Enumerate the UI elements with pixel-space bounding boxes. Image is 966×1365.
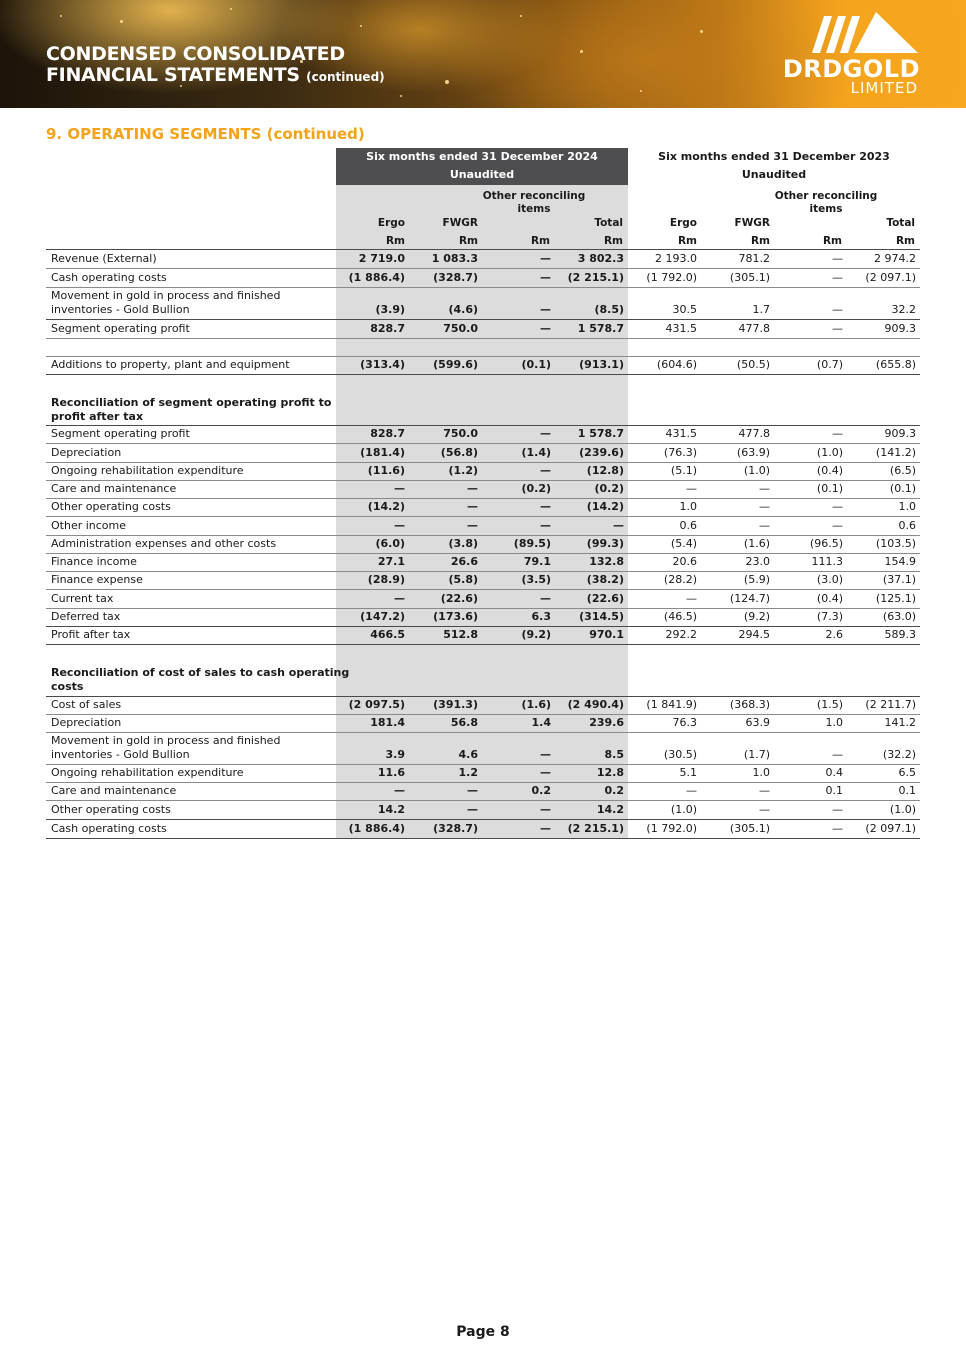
- row-label-line-2: inventories - Gold Bullion: [51, 303, 190, 316]
- col-header-fwgr-2024: FWGR: [442, 217, 478, 229]
- row-value: —: [467, 482, 478, 495]
- recon-profit-heading: [51, 396, 331, 424]
- table-row: [46, 535, 920, 553]
- row-value: —: [832, 271, 843, 284]
- row-value: 14.2: [377, 803, 405, 816]
- row-divider: [46, 338, 920, 339]
- row-value: 0.6: [898, 518, 916, 532]
- row-value: 11.6: [377, 766, 405, 779]
- row-value: 909.3: [884, 322, 916, 335]
- row-value: (0.4): [816, 591, 843, 605]
- recon-cost-heading-line-1: Reconciliation of cost of sales to cash operating: [51, 666, 350, 679]
- row-value: (56.8): [440, 445, 478, 459]
- recon-cost-heading-line-2: costs: [51, 680, 84, 693]
- row-value: —: [467, 500, 478, 514]
- row-value: 477.8: [738, 427, 770, 441]
- row-value: (38.2): [586, 573, 624, 587]
- row-value: —: [540, 271, 551, 284]
- col-header-total-2023: Total: [886, 217, 915, 229]
- row-value: —: [540, 766, 551, 779]
- row-value: 23.0: [745, 555, 770, 568]
- row-value: —: [759, 482, 770, 495]
- row-value: 294.5: [738, 628, 770, 641]
- drdgold-logo: [766, 12, 920, 98]
- row-value: (0.2): [521, 482, 551, 495]
- table-row: [46, 589, 920, 607]
- table-row: [46, 696, 920, 714]
- row-value: —: [394, 482, 405, 495]
- row-value: (3.8): [448, 536, 478, 550]
- table-row: [46, 714, 920, 732]
- row-value: —: [394, 518, 405, 532]
- header-banner: [0, 0, 966, 108]
- row-value: (4.6): [448, 303, 478, 316]
- section-title: 9. OPERATING SEGMENTS (continued): [46, 125, 365, 143]
- col-header-ergo-2024: Ergo: [377, 217, 405, 229]
- row-value: 2.6: [825, 628, 843, 641]
- row-value: —: [759, 500, 770, 514]
- row-value: 781.2: [738, 252, 770, 265]
- row-value: —: [540, 591, 551, 605]
- row-value: 132.8: [589, 555, 624, 568]
- logo-subtitle: LIMITED: [850, 79, 918, 97]
- row-value: (14.2): [367, 500, 405, 514]
- row-value: (239.6): [579, 445, 624, 459]
- unit-total-2024: Rm: [603, 235, 623, 247]
- row-value: (32.2): [882, 748, 916, 761]
- row-value: 239.6: [589, 716, 624, 729]
- recon-profit-heading-line-1: Reconciliation of segment operating profit to: [51, 396, 332, 409]
- row-value: (3.0): [816, 573, 843, 587]
- row-value: 0.4: [825, 766, 843, 779]
- table-row: [46, 462, 920, 480]
- row-value: (9.2): [743, 609, 770, 623]
- row-value: 2 974.2: [874, 252, 916, 265]
- row-value: (1.6): [743, 536, 770, 550]
- row-value: (1.0): [743, 463, 770, 477]
- row-value: —: [540, 252, 551, 265]
- table-row: [46, 498, 920, 516]
- row-value: 154.9: [884, 555, 916, 568]
- row-value: 1 578.7: [577, 427, 624, 441]
- row-value: (2 215.1): [567, 271, 624, 284]
- row-value: (913.1): [579, 358, 624, 371]
- row-value: 27.1: [377, 555, 405, 568]
- row-label: Ongoing rehabilitation expenditure: [51, 463, 244, 477]
- row-value: —: [759, 803, 770, 816]
- row-value: 431.5: [665, 322, 697, 335]
- title-line-1: CONDENSED CONSOLIDATED: [46, 43, 345, 65]
- row-label: Ongoing rehabilitation expenditure: [51, 766, 244, 779]
- row-value: (1 792.0): [646, 822, 697, 835]
- row-value: 750.0: [443, 427, 478, 441]
- row-value: 1.0: [679, 500, 697, 514]
- row-label: Finance income: [51, 555, 137, 568]
- row-value: (124.7): [729, 591, 770, 605]
- row-value: —: [540, 500, 551, 514]
- row-value: 79.1: [523, 555, 551, 568]
- row-value: 512.8: [443, 628, 478, 641]
- row-label: Cost of sales: [51, 698, 122, 711]
- row-value: —: [540, 303, 551, 316]
- row-value: 0.6: [679, 518, 697, 532]
- row-value: 14.2: [596, 803, 624, 816]
- row-value: (1 886.4): [348, 271, 405, 284]
- row-label: Care and maintenance: [51, 784, 177, 797]
- row-value: 0.1: [825, 784, 843, 797]
- row-value: (1.0): [889, 803, 916, 816]
- row-value: (89.5): [513, 536, 551, 550]
- row-value: 0.2: [604, 784, 624, 797]
- row-value: (2 215.1): [567, 822, 624, 835]
- row-value: (2 097.1): [865, 822, 916, 835]
- table-row: [46, 480, 920, 498]
- row-value: (7.3): [816, 609, 843, 623]
- row-value: (1.4): [521, 445, 551, 459]
- row-value: 292.2: [665, 628, 697, 641]
- row-value: (147.2): [360, 609, 405, 623]
- row-value: —: [832, 803, 843, 816]
- row-value: —: [540, 322, 551, 335]
- row-value: (2 097.1): [865, 271, 916, 284]
- row-label: Segment operating profit: [51, 322, 190, 335]
- row-value: 466.5: [370, 628, 405, 641]
- row-label: Segment operating profit: [51, 427, 190, 441]
- row-value: 30.5: [672, 303, 697, 316]
- row-value: —: [540, 427, 551, 441]
- row-value: (14.2): [586, 500, 624, 514]
- row-value: (1.0): [670, 803, 697, 816]
- period-2023-status: Unaudited: [741, 168, 807, 181]
- row-value: (314.5): [579, 609, 624, 623]
- row-value: (99.3): [586, 536, 624, 550]
- row-value: (11.6): [367, 463, 405, 477]
- title-line-2-text: FINANCIAL STATEMENTS: [46, 64, 300, 86]
- row-value: 141.2: [884, 716, 916, 729]
- period-2024-status: Unaudited: [449, 168, 515, 181]
- row-value: (0.7): [816, 358, 843, 371]
- row-value: 56.8: [450, 716, 478, 729]
- title-line-2: [46, 65, 385, 88]
- col-header-other-2023: Other reconciling items: [774, 190, 878, 215]
- row-label: Depreciation: [51, 445, 122, 459]
- row-value: 1.0: [898, 500, 916, 514]
- row-value: (6.0): [375, 536, 405, 550]
- row-value: —: [686, 482, 697, 495]
- table-row: [46, 553, 920, 571]
- row-value: (76.3): [663, 445, 697, 459]
- row-value: 1.7: [752, 303, 770, 316]
- row-value: 6.5: [898, 766, 916, 779]
- row-value: (103.5): [875, 536, 916, 550]
- logo-name: DRDGOLD: [782, 55, 920, 83]
- row-value: 5.1: [679, 766, 697, 779]
- row-label: Revenue (External): [51, 252, 157, 265]
- row-value: 26.6: [450, 555, 478, 568]
- row-label: Other income: [51, 518, 127, 532]
- row-value: (141.2): [875, 445, 916, 459]
- unit-other-2023: Rm: [822, 235, 842, 247]
- unit-fwgr-2024: Rm: [458, 235, 478, 247]
- row-value: 3 802.3: [577, 252, 624, 265]
- row-value: (391.3): [433, 698, 478, 711]
- row-value: (0.1): [889, 482, 916, 495]
- row-value: —: [467, 784, 478, 797]
- row-value: 1.0: [825, 716, 843, 729]
- row-value: (22.6): [440, 591, 478, 605]
- col-header-ergo-2023: Ergo: [669, 217, 697, 229]
- table-row: [46, 443, 920, 461]
- col-header-other-2024: Other reconciling items: [482, 190, 586, 215]
- row-value: (46.5): [663, 609, 697, 623]
- table-row: [46, 800, 920, 819]
- row-label: Profit after tax: [51, 628, 131, 641]
- row-value: (5.4): [670, 536, 697, 550]
- row-value: (305.1): [729, 822, 770, 835]
- row-value: (0.1): [521, 358, 551, 371]
- row-divider: [46, 374, 920, 375]
- row-value: (0.4): [816, 463, 843, 477]
- row-value: (1.2): [448, 463, 478, 477]
- row-value: 1 578.7: [577, 322, 624, 335]
- row-value: 181.4: [370, 716, 405, 729]
- row-label: Additions to property, plant and equipment: [51, 358, 290, 371]
- row-value: (63.0): [882, 609, 916, 623]
- row-value: (2 211.7): [865, 698, 916, 711]
- row-value: —: [540, 518, 551, 532]
- row-value: 12.8: [596, 766, 624, 779]
- logo-mark-icon: [766, 12, 920, 58]
- row-label: Depreciation: [51, 716, 122, 729]
- row-value: (305.1): [729, 271, 770, 284]
- row-value: —: [394, 591, 405, 605]
- row-label: Cash operating costs: [51, 822, 167, 835]
- row-value: 63.9: [745, 716, 770, 729]
- unit-ergo-2023: Rm: [677, 235, 697, 247]
- row-value: (5.9): [743, 573, 770, 587]
- col-header-fwgr-2023: FWGR: [734, 217, 770, 229]
- table-row: [46, 425, 920, 443]
- row-value: (2 097.5): [348, 698, 405, 711]
- row-value: —: [832, 303, 843, 316]
- row-value: (1.6): [521, 698, 551, 711]
- col-header-total-2024: Total: [594, 217, 623, 229]
- row-value: (50.5): [736, 358, 770, 371]
- row-value: 1.4: [531, 716, 551, 729]
- table-row: [46, 319, 920, 338]
- row-value: (8.5): [594, 303, 624, 316]
- row-value: 6.3: [531, 609, 551, 623]
- row-value: (328.7): [433, 271, 478, 284]
- row-value: 828.7: [370, 322, 405, 335]
- unit-fwgr-2023: Rm: [750, 235, 770, 247]
- row-value: (1.5): [816, 698, 843, 711]
- row-value: (1.0): [816, 445, 843, 459]
- period-2024-label: Six months ended 31 December 2024: [366, 150, 598, 163]
- row-value: 431.5: [665, 427, 697, 441]
- row-value: 0.1: [898, 784, 916, 797]
- row-value: (313.4): [360, 358, 405, 371]
- row-value: (181.4): [360, 445, 405, 459]
- row-label-line-1: Movement in gold in process and finished: [51, 734, 281, 747]
- row-label: [51, 289, 280, 317]
- row-value: —: [540, 463, 551, 477]
- row-value: —: [759, 784, 770, 797]
- row-label: Other operating costs: [51, 803, 171, 816]
- row-value: (3.9): [375, 303, 405, 316]
- row-value: (5.8): [448, 573, 478, 587]
- row-value: 477.8: [738, 322, 770, 335]
- row-value: —: [832, 500, 843, 514]
- row-value: (28.2): [663, 573, 697, 587]
- row-value: —: [832, 252, 843, 265]
- row-value: (328.7): [433, 822, 478, 835]
- row-value: —: [759, 518, 770, 532]
- row-value: (0.1): [816, 482, 843, 495]
- table-row: [46, 287, 920, 319]
- recon-cost-heading: [51, 666, 349, 694]
- table-row: [46, 819, 920, 838]
- row-value: (12.8): [586, 463, 624, 477]
- title-suffix: (continued): [306, 70, 385, 84]
- row-label: Administration expenses and other costs: [51, 536, 277, 550]
- period-2023-label: Six months ended 31 December 2023: [658, 150, 890, 163]
- row-value: (599.6): [433, 358, 478, 371]
- row-value: 750.0: [443, 322, 478, 335]
- row-value: 1 083.3: [431, 252, 478, 265]
- row-label: Finance expense: [51, 573, 143, 587]
- unit-total-2023: Rm: [895, 235, 915, 247]
- row-value: (368.3): [729, 698, 770, 711]
- row-value: (30.5): [663, 748, 697, 761]
- row-value: —: [540, 822, 551, 835]
- table-row: [46, 764, 920, 782]
- row-value: —: [832, 427, 843, 441]
- row-divider: [46, 644, 920, 645]
- row-label: Current tax: [51, 591, 114, 605]
- table-row: [46, 626, 920, 644]
- table-row: [46, 516, 920, 534]
- row-value: 32.2: [891, 303, 916, 316]
- row-label: Care and maintenance: [51, 482, 177, 495]
- row-value: 1.2: [458, 766, 478, 779]
- row-value: 0.2: [531, 784, 551, 797]
- row-value: —: [467, 803, 478, 816]
- row-value: —: [613, 518, 624, 532]
- row-value: (6.5): [889, 463, 916, 477]
- table-row: [46, 356, 920, 374]
- row-value: 4.6: [458, 748, 478, 761]
- row-value: (125.1): [875, 591, 916, 605]
- row-value: 589.3: [884, 628, 916, 641]
- row-value: (9.2): [521, 628, 551, 641]
- unit-other-2024: Rm: [530, 235, 550, 247]
- row-value: 20.6: [672, 555, 697, 568]
- row-value: (2 490.4): [567, 698, 624, 711]
- row-value: 970.1: [589, 628, 624, 641]
- row-value: —: [832, 822, 843, 835]
- row-value: —: [832, 748, 843, 761]
- row-label-line-2: inventories - Gold Bullion: [51, 748, 190, 761]
- row-value: —: [540, 803, 551, 816]
- row-value: (0.2): [594, 482, 624, 495]
- row-label: Other operating costs: [51, 500, 171, 514]
- row-value: 828.7: [370, 427, 405, 441]
- row-value: (173.6): [433, 609, 478, 623]
- row-value: (63.9): [736, 445, 770, 459]
- row-value: 1.0: [752, 766, 770, 779]
- row-value: (22.6): [586, 591, 624, 605]
- table-row: [46, 571, 920, 589]
- document-title: [46, 44, 385, 88]
- row-value: 76.3: [672, 716, 697, 729]
- recon-profit-heading-line-2: profit after tax: [51, 410, 144, 423]
- unit-ergo-2024: Rm: [385, 235, 405, 247]
- row-value: —: [686, 591, 697, 605]
- row-divider: [46, 838, 920, 839]
- row-value: 2 193.0: [655, 252, 697, 265]
- row-value: 3.9: [385, 748, 405, 761]
- row-value: (1 841.9): [646, 698, 697, 711]
- table-row: [46, 268, 920, 287]
- row-value: 909.3: [884, 427, 916, 441]
- row-value: 111.3: [811, 555, 843, 568]
- page-number: Page 8: [456, 1324, 510, 1340]
- row-value: (655.8): [875, 358, 916, 371]
- row-value: (28.9): [367, 573, 405, 587]
- row-value: (1.7): [743, 748, 770, 761]
- table-row: [46, 782, 920, 800]
- row-value: —: [394, 784, 405, 797]
- row-label: Cash operating costs: [51, 271, 167, 284]
- row-value: (96.5): [809, 536, 843, 550]
- table-row: [46, 608, 920, 626]
- row-value: —: [832, 518, 843, 532]
- row-value: (1 886.4): [348, 822, 405, 835]
- row-value: (604.6): [656, 358, 697, 371]
- row-value: —: [686, 784, 697, 797]
- row-value: —: [832, 322, 843, 335]
- row-value: —: [467, 518, 478, 532]
- row-value: —: [540, 748, 551, 761]
- row-label-line-1: Movement in gold in process and finished: [51, 289, 281, 302]
- row-value: 8.5: [604, 748, 624, 761]
- row-value: (3.5): [521, 573, 551, 587]
- row-value: (1 792.0): [646, 271, 697, 284]
- row-value: (37.1): [882, 573, 916, 587]
- row-value: (5.1): [670, 463, 697, 477]
- row-label: [51, 734, 280, 762]
- table-row: [46, 250, 920, 268]
- table-row: [46, 732, 920, 764]
- row-label: Deferred tax: [51, 609, 121, 623]
- row-value: 2 719.0: [358, 252, 405, 265]
